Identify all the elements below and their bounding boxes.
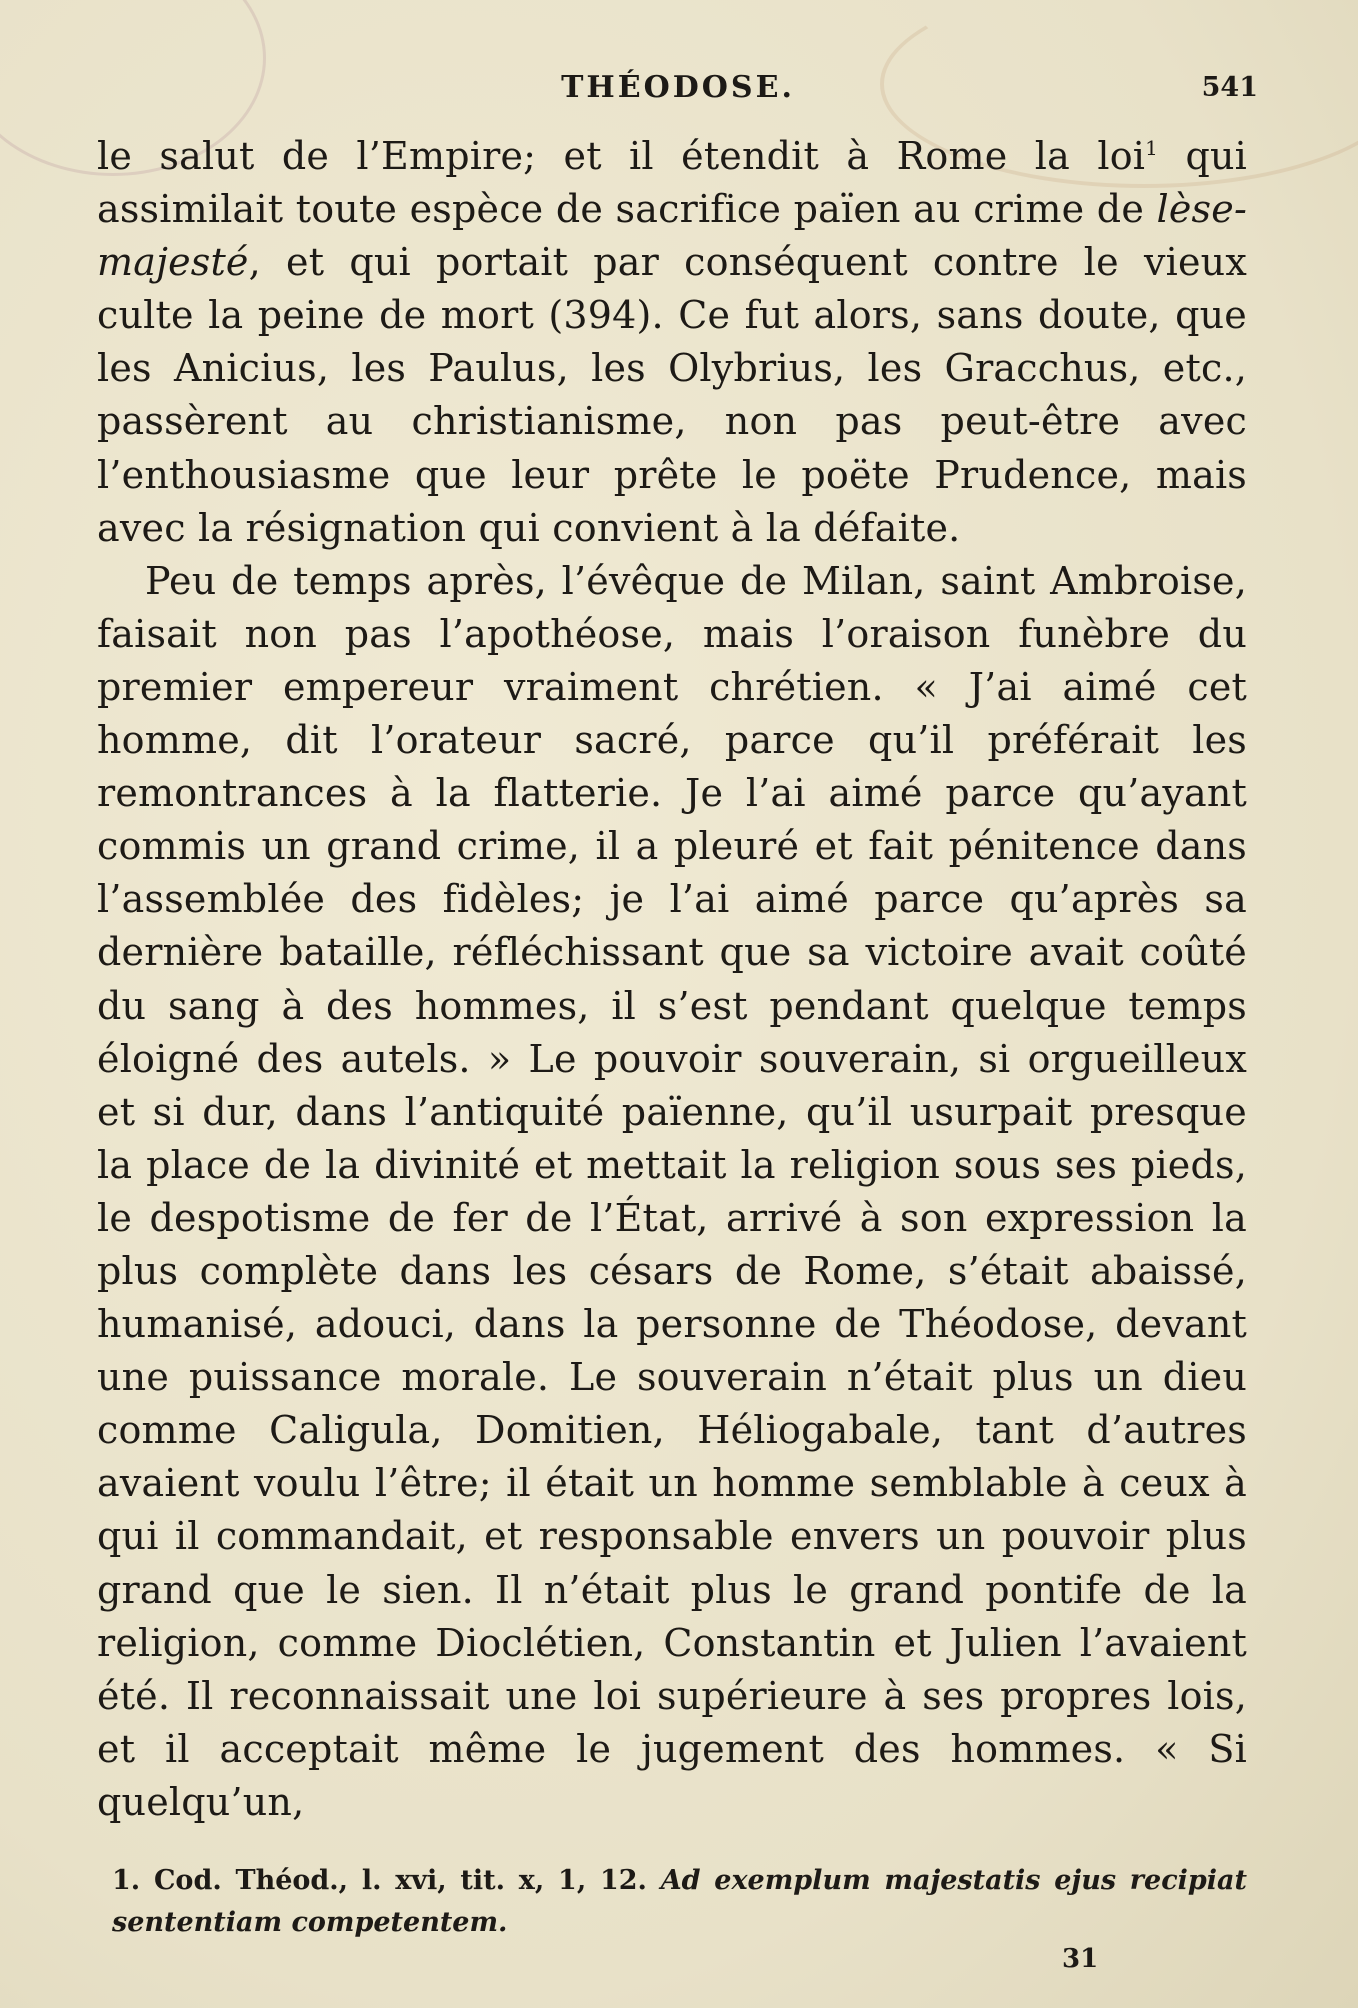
footnote-citation: 1. Cod. Théod., l. xvi, tit. x, 1, 12. bbox=[112, 1865, 661, 1896]
paragraph-1-end: , et qui portait par conséquent contre le vieux culte la peine de mort (394). Ce fut alors, sans doute, que les Anicius, les Paulus, les Olybrius, les Gracchus, etc., passèrent au christianisme, non pas peut-être avec l’enthousiasme que leur prête le poëte Prudence, mais avec la résignation qui convient à la défaite. bbox=[97, 240, 1247, 550]
signature-mark: 31 bbox=[1062, 1944, 1099, 1974]
main-text bbox=[97, 130, 1247, 1829]
paragraph-2: Peu de temps après, l’évêque de Milan, saint Ambroise, faisait non pas l’apothéose, mais l’oraison funèbre du premier empereur vraiment chrétien. « J’ai aimé cet homme, dit l’orateur sacré, parce qu’il préférait les remontrances à la flatterie. Je l’ai aimé parce qu’ayant commis un grand crime, il a pleuré et fait pénitence dans l’assemblée des fidèles; je l’ai aimé parce qu’après sa dernière bataille, réfléchissant que sa victoire avait coûté du sang à des hommes, il s’est pendant quelque temps éloigné des autels. » Le pouvoir souverain, si orgueilleux et si dur, dans l’antiquité païenne, qu’il usurpait presque la place de la divinité et mettait la religion sous ses pieds, le despotisme de fer de l’État, arrivé à son expression la plus complète dans les césars de Rome, s’était abaissé, humanisé, adouci, dans la personne de Théodose, devant une puissance morale. Le souverain n’était plus un dieu comme Caligula, Domitien, Héliogabale, tant d’autres avaient voulu l’être; il était un homme semblable à ceux à qui il commandait, et responsable envers un pouvoir plus grand que le sien. Il n’était plus le grand pontife de la religion, comme Dioclétien, Constantin et Julien l’avaient été. Il reconnaissait une loi supérieure à ses propres lois, et il acceptait même le jugement des hommes. « Si quelqu’un, bbox=[97, 558, 1247, 1824]
footnote bbox=[112, 1860, 1247, 1944]
paragraph-1-start: le salut de l’Empire; et il étendit à Rome la loi bbox=[97, 134, 1146, 178]
paragraph-1 bbox=[97, 130, 1247, 555]
footnote-reference: 1 bbox=[1145, 136, 1159, 160]
page-number: 541 bbox=[1201, 72, 1258, 103]
paragraph-1-middle: qui assimilait toute espèce de sacrifice païen au crime de bbox=[97, 134, 1247, 232]
italic-term: lèse-majesté bbox=[97, 187, 1247, 285]
running-title: THÉODOSE. bbox=[561, 70, 795, 105]
footnote-latin-quote: Ad exemplum majestatis ejus recipiat sententiam competentem. bbox=[112, 1865, 1247, 1938]
running-head bbox=[98, 70, 1258, 114]
